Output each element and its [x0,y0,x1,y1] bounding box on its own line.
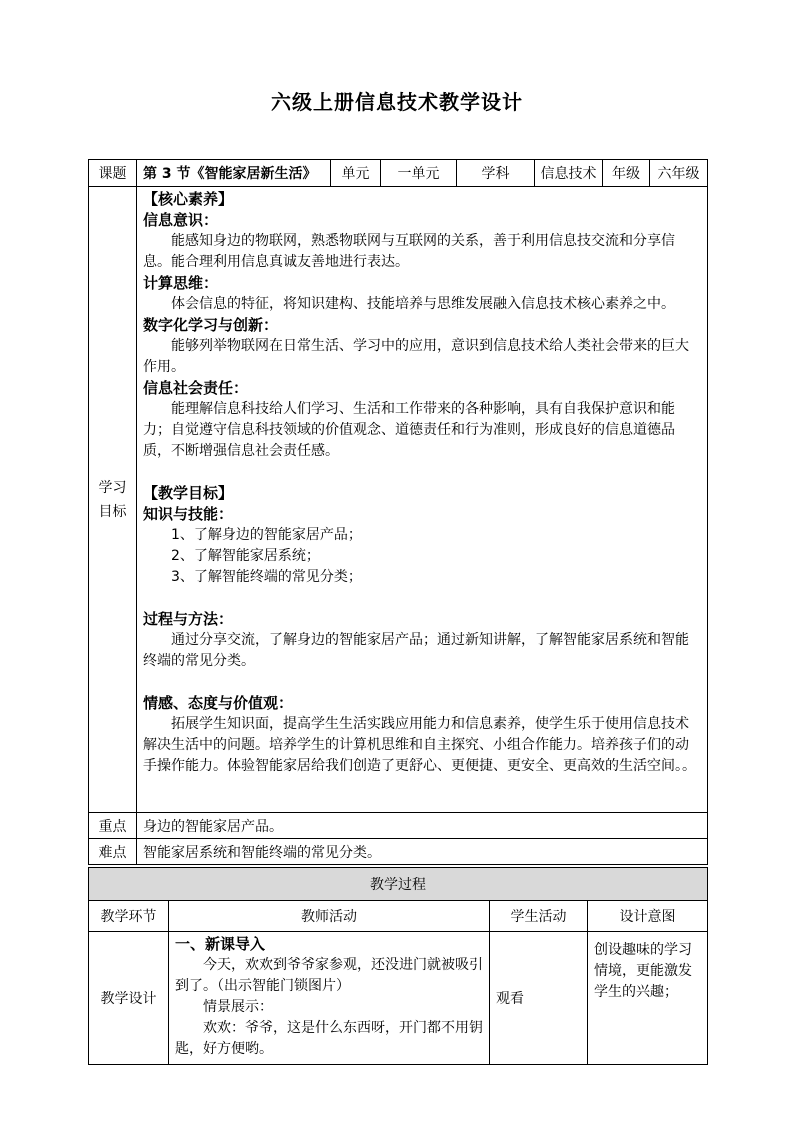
process-row [89,932,708,1065]
header-row [89,160,708,187]
process-title: 过程与方法： [143,610,234,628]
lesson-info-table [88,159,708,865]
process-heading: 教学过程 [89,868,708,901]
knowledge-title: 知识与技能： [143,505,234,523]
digital-title: 数字化学习与创新： [143,316,279,334]
lesson-value: 第 3 节《智能家居新生活》 [137,160,331,187]
col-student: 学生活动 [490,901,588,932]
page-title: 六级上册信息技术教学设计 [271,90,523,114]
student-activity: 观看 [490,932,588,1065]
knowledge-item: 2、了解智能家居系统； [171,548,320,564]
social-text: 能理解信息科技给人们学习、生活和工作带来的各种影响，具有自我保护意识和能力；自觉遵守信息科技领域的价值观念、道德责任和行为准则，形成良好的信息道德品质，不断增强信息社会责任感。 [143,401,675,459]
col-teacher: 教师活动 [169,901,490,932]
grade-value: 六年级 [650,160,708,187]
knowledge-item: 1、了解身边的智能家居产品； [171,527,362,543]
unit-value: 一单元 [381,160,457,187]
lesson-label: 课题 [89,160,137,187]
process-columns-row [89,901,708,932]
objectives-label-line2: 目标 [98,503,127,520]
teacher-title: 一、新课导入 [175,935,266,953]
info-awareness-text: 能感知身边的物联网，熟悉物联网与互联网的关系，善于利用信息技交流和分享信息。能合理利用信息真诚友善地进行表达。 [143,233,675,270]
process-text: 通过分享交流，了解身边的智能家居产品；通过新知讲解，了解智能家居系统和智能终端的常见分类。 [143,632,689,669]
goals-heading: 【教学目标】 [143,484,234,502]
teacher-paragraph: 欢欢：爷爷，这是什么东西呀，开门都不用钥匙，好方便哟。 [175,1020,483,1057]
grade-label: 年级 [603,160,650,187]
key-point-label: 重点 [89,813,137,839]
process-heading-row [89,868,708,901]
emotion-title: 情感、态度与价值观： [143,694,294,712]
key-point-row [89,813,708,839]
key-point-text: 身边的智能家居产品。 [137,813,708,839]
col-intent: 设计意图 [588,901,708,932]
teacher-paragraph: 情景展示： [203,999,273,1015]
difficulty-label: 难点 [89,839,137,865]
col-stage: 教学环节 [89,901,169,932]
social-title: 信息社会责任： [143,379,249,397]
row-stage: 教学设计 [89,932,169,1065]
design-intent: 创设趣味的学习情境，更能激发学生的兴趣； [588,932,708,1065]
core-literacy-heading: 【核心素养】 [143,190,234,208]
subject-label: 学科 [457,160,535,187]
info-awareness-title: 信息意识： [143,211,219,229]
digital-text: 能够列举物联网在日常生活、学习中的应用，意识到信息技术给人类社会带来的巨大作用。 [143,338,689,375]
knowledge-item: 3、了解智能终端的常见分类； [171,569,362,585]
objectives-label-line1: 学习 [98,479,127,496]
teacher-paragraph: 今天，欢欢到爷爷家参观，还没进门就被吸引到了。（出示智能门锁图片） [175,957,483,994]
objectives-content [137,187,708,813]
objectives-row [89,187,708,813]
computing-title: 计算思维： [143,274,219,292]
objectives-label [89,187,137,813]
unit-label: 单元 [331,160,381,187]
subject-value: 信息技术 [535,160,603,187]
teacher-activity [169,932,490,1065]
emotion-text: 拓展学生知识面，提高学生生活实践应用能力和信息素养，使学生乐于使用信息技术解决生活中的问题。培养学生的计算机思维和自主探究、小组合作能力。培养孩子们的动手操作能力。体验智能家居给我们创造了更舒心、更便捷、更安全、更高效的生活空间。。 [143,716,696,774]
difficulty-row [89,839,708,865]
difficulty-text: 智能家居系统和智能终端的常见分类。 [137,839,708,865]
computing-text: 体会信息的特征，将知识建构、技能培养与思维发展融入信息技术核心素养之中。 [171,296,675,312]
teaching-process-table [88,867,708,1065]
